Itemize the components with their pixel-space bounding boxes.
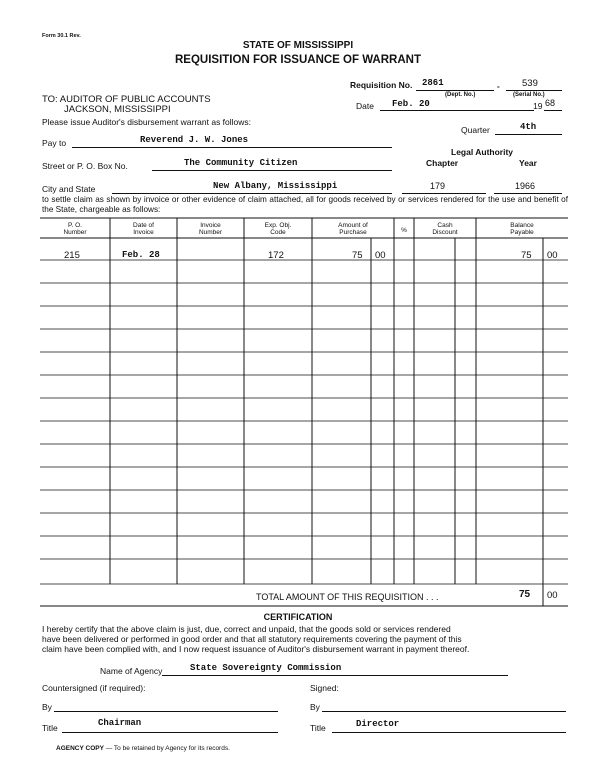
row-po: 215 [64,250,80,261]
legal-year-value: 1966 [515,181,536,191]
row-exp-code: 172 [268,250,284,261]
street-label: Street or P. O. Box No. [42,161,128,171]
total-label: TOTAL AMOUNT OF THIS REQUISITION . . . [256,592,439,602]
chapter-value: 179 [430,181,446,191]
row-balance-cents: 00 [547,250,558,261]
col-exp-header: Exp. Obj. Code [264,222,292,236]
by-label-right: By [310,702,320,712]
state-heading: STATE OF MISSISSIPPI [242,40,354,51]
signed-label: Signed: [310,683,339,693]
pay-to-value: Reverend J. W. Jones [140,135,249,145]
total-dollars: 75 [519,589,531,600]
col-date-header: Date of Invoice [133,222,154,236]
date-label: Date [356,101,374,111]
requisition-label: Requisition No. [350,80,413,90]
agency-name-value: State Sovereignty Commission [190,663,342,673]
title-value-right: Director [356,719,400,729]
col-po-header: P. O. Number [63,222,87,236]
serial-caption: (Serial No.) [513,92,545,98]
year-prefix: 19 [533,101,543,111]
title-label-left: Title [42,723,58,733]
form-title: REQUISITION FOR ISSUANCE OF WARRANT [175,54,421,66]
row-date: Feb. 28 [122,250,160,260]
year-label: Year [519,158,537,168]
col-cash-header: Cash Discount [432,222,458,236]
year-suffix: 68 [545,98,556,108]
street-value: The Community Citizen [184,158,298,168]
instruction-text: Please issue Auditor's disbursement warrant as follows: [42,117,252,127]
quarter-label: Quarter [461,125,490,135]
by-label-left: By [42,702,52,712]
col-amount-header: Amount of Purchase [338,222,368,236]
title-value-left: Chairman [98,718,142,728]
row-amount-dollars: 75 [352,250,363,261]
serial-number: 539 [522,78,538,89]
date-value: Feb. 20 [392,99,430,109]
chapter-label: Chapter [426,158,459,168]
dept-caption: (Dept. No.) [445,92,476,98]
certification-heading: CERTIFICATION [263,612,333,622]
quarter-value: 4th [520,122,537,132]
pay-to-label: Pay to [42,138,67,148]
city-value: New Albany, Mississippi [213,181,338,191]
city-label: City and State [42,184,96,194]
dept-number: 2861 [422,78,444,88]
col-invoice-header: Invoice Number [198,222,223,236]
to-auditor: TO: AUDITOR OF PUBLIC ACCOUNTS [42,94,211,105]
total-cents: 00 [547,590,558,601]
col-balance-header: Balance Payable [510,222,534,236]
legal-authority-heading: Legal Authority [451,147,514,157]
col-percent-header: % [401,227,407,234]
to-city: JACKSON, MISSISSIPPI [64,104,171,115]
settle-claim-text: to settle claim as shown by invoice or other evidence of claim attached, all for goods received by or services rendered for the use and benefit of the State, chargeable as follows: [42,195,568,214]
certification-text: I hereby certify that the above claim is just, due, correct and unpaid, that the goods sold or services rendered have been delivered or performed in good order and that all statutory requirements covering the payment of this claim have been complied with, and I now request issuance of Auditor's disbursement warrant in payment thereof. [42,624,470,654]
row-balance-dollars: 75 [521,250,532,261]
form-number: Form 30.1 Rev. [42,33,81,39]
row-amount-cents: 00 [375,250,386,261]
footer-note: AGENCY COPY — To be retained by Agency for its records. [56,745,230,752]
countersigned-label: Countersigned (if required): [42,683,146,693]
agency-name-label: Name of Agency [100,666,163,676]
title-label-right: Title [310,723,326,733]
